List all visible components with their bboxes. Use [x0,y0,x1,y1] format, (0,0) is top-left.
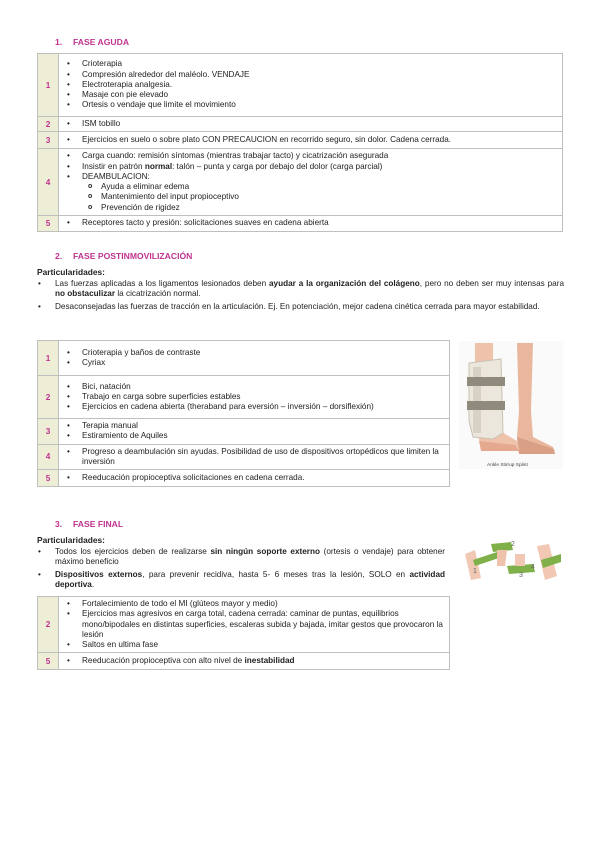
list-item: • Electroterapia analgesia. [65,80,558,90]
table-row [38,376,450,419]
fase-final-table [37,596,450,670]
row-number: 2 [38,376,59,419]
table-row [38,470,450,487]
list-item: • Carga cuando: remisión síntomas (mientras trabajar tacto) y cicatrización asegurada [65,151,558,161]
list-item: • Terapia manual [65,421,445,431]
row-number: 1 [38,341,59,376]
paragraph: • Las fuerzas aplicadas a los ligamentos lesionados deben ayudar a la organización del colágeno, pero no deben ser muy intensas para no obstaculizar la cicatrización normal. [38,279,564,299]
table-row [38,597,450,653]
row-number: 4 [38,149,59,216]
particularidades-title: Particularidades: [37,535,105,545]
list-item: • Trabajo en carga sobre superficies estables [65,392,445,402]
illustration-label: 2 [511,541,515,548]
ankle-splint-image [459,341,563,469]
sub-list-item: o Mantenimiento del input propioceptivo [65,192,558,202]
section-heading-fase-aguda: 1. FASE AGUDA [55,37,130,47]
list-item: • Ortesis o vendaje que limite el movimiento [65,100,558,110]
list-item: • Compresión alrededor del maléolo. VENDAJE [65,70,558,80]
list-item: • Receptores tacto y presión: solicitaciones suaves en cadena abierta [65,218,558,228]
exercise-illustration [461,540,563,584]
fase-postinmovilizacion-table [37,340,450,487]
list-item: • Progreso a deambulación sin ayudas. Posibilidad de uso de dispositivos ortopédicos que limiten la inversión [65,447,445,468]
list-item: • Insistir en patrón normal: talón – punta y carga por debajo del dolor (carga parcial) [65,162,558,172]
table-row [38,117,563,132]
row-number: 2 [38,117,59,132]
illustration-label: 3 [519,572,523,579]
table-row [38,216,563,232]
table-row [38,341,450,376]
list-item: • Estiramiento de Aquiles [65,431,445,441]
table-row [38,444,450,470]
sub-list-item: o Prevención de rigidez [65,203,558,213]
list-item: • Reeducación propioceptiva con alto nivel de inestabilidad [65,656,445,666]
list-item: • Ejercicios en cadena abierta (theraband para eversión – inversión – dorsiflexión) [65,402,445,412]
row-number: 5 [38,470,59,487]
table-row [38,54,563,117]
row-number: 2 [38,597,59,653]
particularidades-title: Particularidades: [37,267,105,277]
list-item: • Reeducación propioceptiva solicitaciones en cadena cerrada. [65,473,445,483]
list-item: • Bici, natación [65,382,445,392]
list-item: • Fortalecimiento de todo el MI (glúteos mayor y medio) [65,599,445,609]
row-number: 5 [38,216,59,232]
fase-aguda-table [37,53,563,232]
table-row [38,419,450,445]
section-heading-fase-postinmovilizacion: 2. FASE POSTINMOVILIZACIÓN [55,251,193,261]
list-item: • Crioterapia [65,59,558,69]
list-item: • Ejercicios mas agresivos en carga total, cadena cerrada: caminar de puntas, equilibrios mono/bipodales en distintas superficies, escaleras subida y bajada, imitar gestos que provocaron la lesión [65,609,445,640]
table-row [38,653,450,670]
row-number: 4 [38,444,59,470]
table-row [38,132,563,149]
row-number: 1 [38,54,59,117]
table-row [38,149,563,216]
illustration-label: 1 [473,568,477,575]
list-item: • Crioterapia y baños de contraste [65,348,445,358]
list-item: • Masaje con pie elevado [65,90,558,100]
paragraph: • Desaconsejadas las fuerzas de tracción en la articulación. Ej. En potenciación, mejor cadena cinética cerrada para mayor estabilidad. [38,302,540,311]
section-heading-fase-final: 3. FASE FINAL [55,519,124,529]
list-item: • Ejercicios en suelo o sobre plato CON PRECAUCION en recorrido seguro, sin dolor. Cadena cerrada. [65,135,558,145]
image-caption: Ankle Stirrup Splint [487,463,528,468]
list-item: • ISM tobillo [65,119,558,129]
paragraph: • Todos los ejercicios deben de realizarse sin ningún soporte externo (ortesis o vendaje) para obtener máximo beneficio [38,547,445,567]
row-number: 3 [38,419,59,445]
list-item: • Cyriax [65,358,445,368]
list-item: • Saltos en ultima fase [65,640,445,650]
row-number: 3 [38,132,59,149]
paragraph: • Dispositivos externos, para prevenir recidiva, hasta 5- 6 meses tras la lesión, SOLO en actividad deportiva. [38,570,445,590]
list-item: • DEAMBULACION: [65,172,558,182]
sub-list-item: o Ayuda a eliminar edema [65,182,558,192]
illustration-label: 4 [531,564,535,571]
row-number: 5 [38,653,59,670]
